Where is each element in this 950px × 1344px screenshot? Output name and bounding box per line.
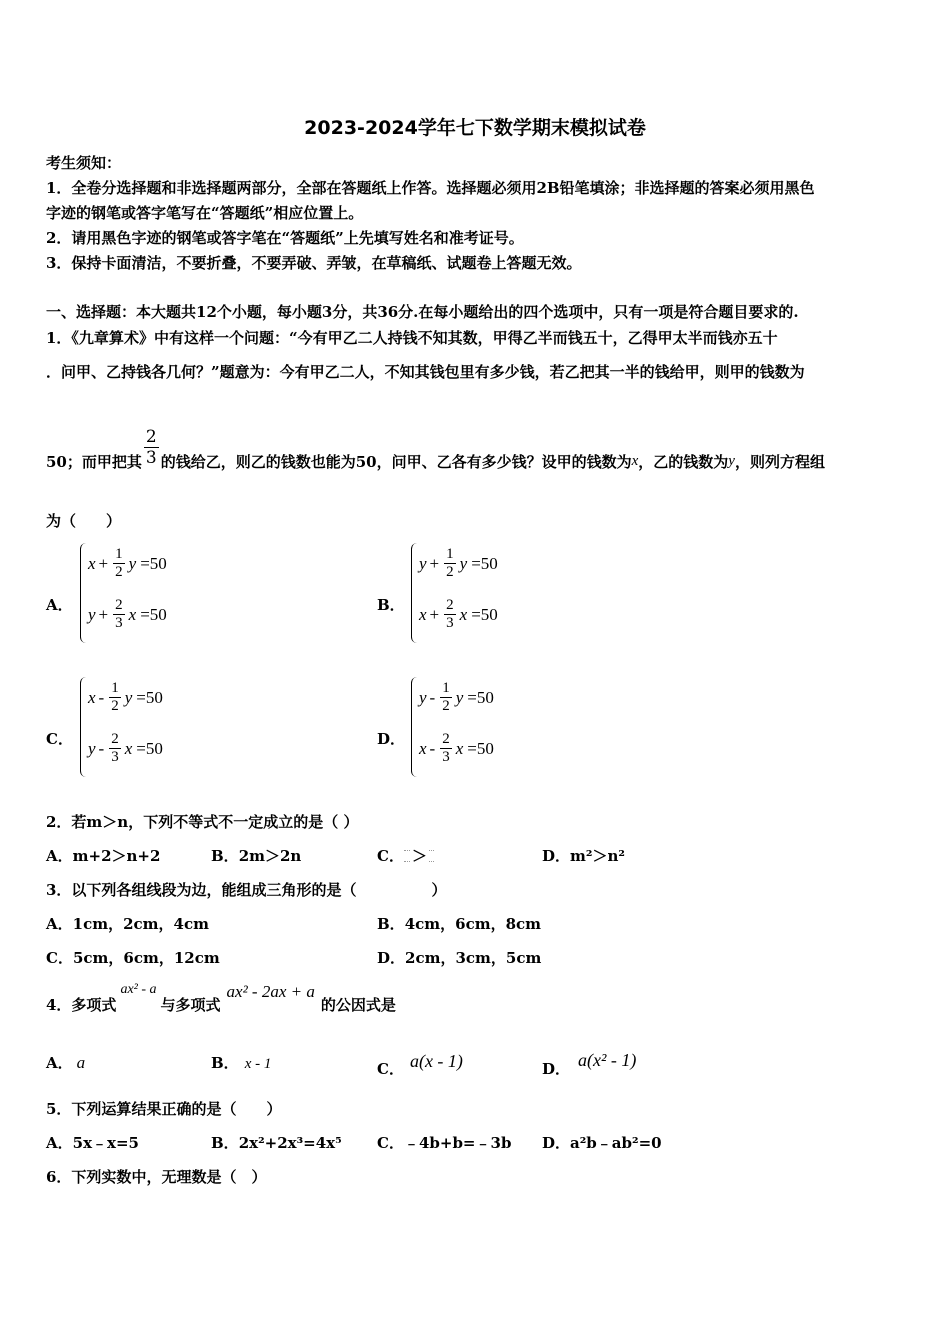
q3-stem: 3．以下列各组线段为边，能组成三角形的是（ ） (46, 881, 447, 899)
q4-stem: 4．多项式 ax² - a 与多项式 ax² - 2ax + a 的公因式是 (46, 982, 396, 1014)
q1-option-b-system[interactable] (411, 543, 551, 643)
q1-line-3-part-b: 的钱给乙，则乙的钱数也能为50，问甲、乙各有多少钱？设甲的钱数为 (160, 453, 632, 471)
page-title: 2023-2024学年七下数学期末模拟试卷 (304, 117, 646, 139)
q4-poly-2: ax² - 2ax + a (226, 982, 315, 1001)
q1-option-c-eq-1: x - $\frac{1}{2}$ y =50 (88, 680, 163, 714)
q1-line-1: 1．《九章算术》中有这样一个问题：“今有甲乙二人持钱不知其数，甲得乙半而钱五十，乙得甲太半而钱亦五十 (46, 329, 778, 347)
notice-heading: 考生须知： (46, 154, 122, 172)
q1-option-c-system[interactable] (80, 677, 220, 777)
q4-option-b[interactable]: B． x - 1 (211, 1054, 272, 1072)
q2-option-c-tiny-frac-right (429, 850, 434, 862)
q1-line-3 (46, 423, 825, 472)
q1-option-d-label[interactable]: D． (377, 730, 406, 748)
q1-option-d-eq-2: x - $\frac{2}{3}$ x =50 (419, 731, 494, 765)
q3-option-d[interactable]: D．2cm，3cm，5cm (377, 949, 542, 967)
q1-line-2: ．问甲、乙持钱各几何？”题意为：今有甲乙二人，不知其钱包里有多少钱，若乙把其一半的钱给甲，则甲的钱数为 (46, 363, 805, 381)
q1-option-b-label[interactable]: B． (377, 596, 405, 614)
q1-option-a-eq-2: y + $\frac{2}{3}$ x =50 (88, 597, 167, 631)
q4-option-d[interactable]: D． a(x² - 1) (542, 1050, 637, 1078)
q1-option-a-system[interactable] (80, 543, 220, 643)
q5-option-b[interactable]: B．2x²+2x³=4x⁵ (211, 1134, 342, 1152)
q2-option-c-tiny-frac-left (404, 850, 410, 862)
q1-var-y: y (728, 453, 735, 469)
q1-line-3-part-d: ，则列方程组 (734, 453, 825, 471)
q4-option-a[interactable]: A． a (46, 1053, 86, 1072)
q4-option-c[interactable]: C． a(x - 1) (377, 1051, 463, 1078)
q4-poly-1: ax² - a (120, 982, 157, 997)
q6-stem: 6．下列实数中，无理数是（ ） (46, 1168, 267, 1186)
q5-option-a[interactable]: A．5x﹣x=5 (46, 1134, 139, 1152)
q1-option-a-eq-1: x + $\frac{1}{2}$ y =50 (88, 546, 167, 580)
q2-option-c[interactable]: C． ＞ (377, 845, 434, 866)
q3-option-b[interactable]: B．4cm，6cm，8cm (377, 915, 542, 933)
q1-line-3-part-c: ，乙的钱数为 (638, 453, 729, 471)
q3-option-a[interactable]: A．1cm，2cm，4cm (46, 915, 209, 933)
q1-option-a-label[interactable]: A． (46, 596, 73, 614)
q1-option-b-eq-1: y + $\frac{1}{2}$ y =50 (419, 546, 498, 580)
notice-item-1-line-1: 1．全卷分选择题和非选择题两部分，全部在答题纸上作答。选择题必须用2B铅笔填涂；非选择题的答案必须用黑色 (46, 179, 815, 197)
q1-option-b-eq-2: x + $\frac{2}{3}$ x =50 (419, 597, 498, 631)
q5-option-c[interactable]: C．﹣4b+b=﹣3b (377, 1134, 512, 1152)
q3-option-c[interactable]: C．5cm，6cm，12cm (46, 949, 220, 967)
q2-option-d[interactable]: D．m²＞n² (542, 847, 625, 865)
q1-line-4: 为（ ） (46, 512, 122, 530)
q1-option-c-label[interactable]: C． (46, 730, 73, 748)
q1-fraction: $\frac{2}{3}$ (145, 427, 157, 468)
notice-item-1-line-2: 字迹的钢笔或答字笔写在“答题纸”相应位置上。 (46, 204, 364, 222)
q1-var-x: x (631, 453, 639, 469)
q1-option-d-eq-1: y - $\frac{1}{2}$ y =50 (419, 680, 494, 714)
q2-stem: 2．若m＞n，下列不等式不一定成立的是（ ） (46, 813, 359, 831)
section-heading: 一、选择题：本大题共12个小题，每小题3分，共36分.在每小题给出的四个选项中，只有一项是符合题目要求的. (46, 303, 799, 321)
q5-option-d[interactable]: D．a²b﹣ab²=0 (542, 1134, 662, 1152)
notice-item-2: 2．请用黑色字迹的钢笔或答字笔在“答题纸”上先填写姓名和准考证号。 (46, 229, 524, 247)
notice-item-3: 3．保持卡面清洁，不要折叠，不要弄破、弄皱，在草稿纸、试题卷上答题无效。 (46, 254, 582, 272)
q5-stem: 5．下列运算结果正确的是（ ） (46, 1100, 282, 1118)
q1-line-3-part-a: 50；而甲把其 (46, 453, 142, 471)
q1-option-d-system[interactable] (411, 677, 551, 777)
q2-option-b[interactable]: B．2m＞2n (211, 847, 302, 865)
q1-option-c-eq-2: y - $\frac{2}{3}$ x =50 (88, 731, 163, 765)
q2-option-a[interactable]: A．m+2＞n+2 (46, 847, 161, 865)
